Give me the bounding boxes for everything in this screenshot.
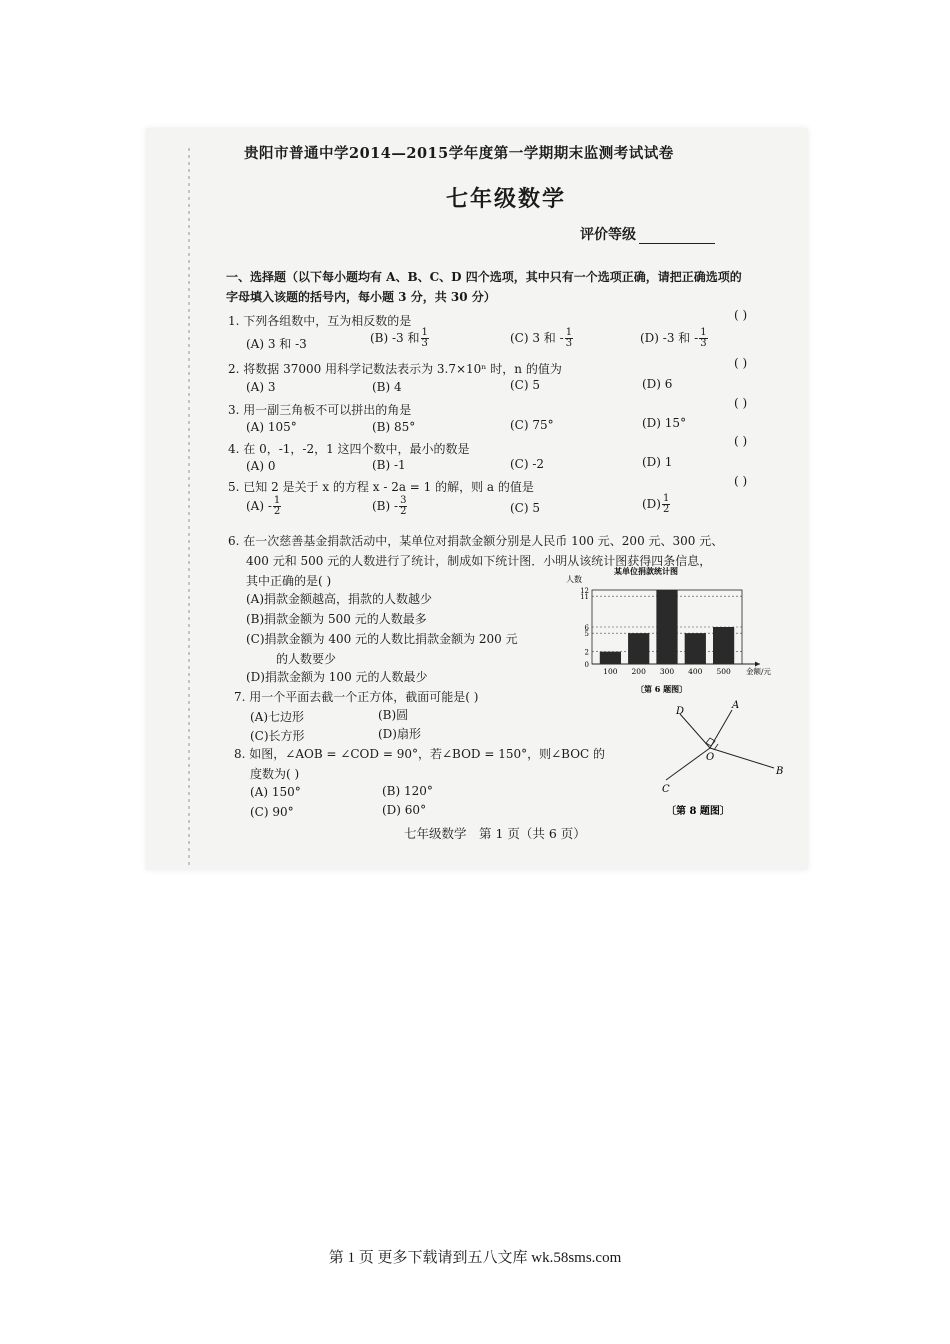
y-tick-label-2: 5 [584,630,589,639]
q6-option-b: (B)捐款金额为 500 元的人数最多 [246,612,427,626]
fraction-denominator: 3 [421,338,428,349]
q2-option-a: (A) 3 [246,380,276,394]
q6-line1: 6. 在一次慈善基金捐款活动中，某单位对捐款金额分别是人民币 100 元、200 元、300 元、 [228,534,724,548]
q5-option-d-text: (D) [642,497,661,511]
q7-option-a: (A)七边形 [250,710,305,724]
q5-option-d-fraction [662,494,670,515]
q5-answer-paren: ( ) [734,474,748,488]
q6-option-a: (A)捐款金额越高，捐款的人数越少 [246,592,433,606]
q1-option-b-fraction [421,328,429,349]
q6-line2: 400 元和 500 元的人数进行了统计，制成如下统计图．小明从该统计图获得四条信息， [246,554,712,568]
q4-option-b: (B) -1 [372,458,406,472]
bar-400 [685,633,706,664]
y-tick-label-1: 2 [584,648,589,657]
fraction-denominator: 2 [662,504,670,515]
chart-x-arrow [755,662,760,667]
q8-line2: 度数为( ) [250,767,300,781]
q3-option-d: (D) 15° [642,416,687,430]
q6-option-c-line2: 的人数要少 [276,652,337,666]
chart-xlabel: 金额/元 [746,667,772,676]
grade-blank [639,229,715,244]
q8-option-c: (C) 90° [250,805,294,819]
q1-option-c [510,328,574,349]
fraction-denominator: 2 [273,506,281,517]
fraction-denominator: 2 [400,506,407,517]
chart-ylabel: 人数 [566,575,582,584]
x-tick-label-100: 100 [603,667,618,676]
q1-answer-paren: ( ) [734,308,748,322]
q2-stem: 2. 将数据 37000 用科学记数法表示为 3.7×10ⁿ 时，n 的值为 [228,362,562,376]
q4-option-c: (C) -2 [510,457,545,471]
q3-option-c: (C) 75° [510,418,554,432]
fraction-numerator: 1 [273,495,281,506]
scan-page-footer: 七年级数学 第 1 页（共 6 页） [404,826,586,841]
q4-stem: 4. 在 0，-1，-2，1 这四个数中，最小的数是 [228,442,470,456]
q6-option-c-line1: (C)捐款金额为 400 元的人数比捐款金额为 200 元 [246,632,518,646]
q8-figure [646,696,806,816]
y-tick-label-4: 11 [580,593,589,602]
q7-option-d: (D)扇形 [378,727,421,741]
q5-option-a [246,496,282,517]
bar-500 [713,627,734,664]
section1-heading-line2: 字母填入该题的括号内，每小题 3 分，共 30 分） [226,290,496,304]
q5-option-b [372,496,408,517]
fraction-denominator: 3 [700,338,707,349]
y-tick-label-5: 12 [580,587,589,595]
label-d: D [676,706,685,717]
bar-300 [656,590,677,664]
angle-figure-svg [646,696,806,816]
q1-option-a: (A) 3 和 -3 [246,337,307,351]
fraction-denominator: 3 [565,338,573,349]
scanned-page [146,128,808,870]
q8-option-d: (D) 60° [382,803,427,817]
q1-option-c-text: (C) 3 和 - [510,331,564,345]
q8-line1: 8. 如图，∠AOB = ∠COD = 90°，若∠BOD = 150°，则∠BOC 的 [234,747,606,761]
q6-line3: 其中正确的是( ) [246,574,332,588]
fraction-numerator: 1 [662,493,670,504]
q5-option-a-text: (A) - [246,499,272,513]
ray-od [680,714,710,748]
q1-option-d-fraction [699,328,707,349]
grade-label: 评价等级 [580,227,636,243]
chart-title: 某单位捐款统计图 [614,566,678,576]
q3-option-a: (A) 105° [246,420,297,434]
q1-option-d [640,328,709,349]
ray-oa [710,710,732,748]
ray-oc [666,748,710,780]
x-tick-label-500: 500 [716,667,731,676]
chart-caption: 〔第 6 题图〕 [636,684,688,694]
q3-stem: 3. 用一副三角板不可以拼出的角是 [228,403,412,417]
q8-option-a: (A) 150° [250,785,301,799]
q7-option-b: (B)圆 [378,708,409,722]
right-angle-mark-2 [714,744,718,750]
label-o: O [706,752,715,763]
q5-option-b-text: (B) - [372,499,399,513]
y-tick-label-0: 0 [584,661,589,669]
fig8-caption: 〔第 8 题图〕 [666,806,730,816]
q6-option-d: (D)捐款金额为 100 元的人数最少 [246,670,428,684]
subject-title: 七年级数学 [446,186,567,212]
q1-stem: 1. 下列各组数中，互为相反数的是 [228,314,412,328]
x-tick-label-200: 200 [631,667,646,676]
bar-chart-svg [564,564,784,696]
q5-option-b-fraction [399,496,407,517]
q1-option-c-fraction [565,328,573,349]
q5-option-c: (C) 5 [510,501,540,515]
q1-option-b-text: (B) -3 和 [370,331,420,345]
q6-chart [564,564,784,696]
q3-option-b: (B) 85° [372,420,416,434]
q2-option-d: (D) 6 [642,377,673,391]
fraction-numerator: 3 [400,495,407,506]
label-a: A [732,700,740,711]
grade-field [580,224,715,244]
q1-option-b [370,328,430,349]
x-tick-label-300: 300 [659,667,675,676]
q2-answer-paren: ( ) [734,356,748,370]
fraction-numerator: 1 [565,327,573,338]
x-tick-label-400: 400 [688,667,703,676]
fraction-numerator: 1 [700,327,707,338]
ray-ob [710,748,774,768]
label-c: C [662,784,670,795]
q3-answer-paren: ( ) [734,396,748,410]
q7-stem: 7. 用一个平面去截一个正方体，截面可能是( ) [234,690,479,704]
q7-option-c: (C)长方形 [250,729,305,743]
y-tick-label-3: 6 [584,624,589,632]
fraction-numerator: 1 [421,327,428,338]
q4-option-d: (D) 1 [642,455,673,469]
bar-200 [628,633,649,664]
q1-option-d-text: (D) -3 和 - [640,331,699,345]
label-b: B [776,766,784,777]
q2-option-b: (B) 4 [372,380,402,394]
q5-option-d [642,494,671,515]
bar-100 [600,652,621,664]
q8-option-b: (B) 120° [382,784,433,798]
q2-option-c: (C) 5 [510,378,540,392]
q4-option-a: (A) 0 [246,459,276,473]
q5-stem: 5. 已知 2 是关于 x 的方程 x - 2a = 1 的解，则 a 的值是 [228,480,534,494]
q4-answer-paren: ( ) [734,434,748,448]
scan-edge-mark [188,148,190,868]
section1-heading-line1: 一、选择题（以下每小题均有 A、B、C、D 四个选项，其中只有一个选项正确，请把正确选项的 [226,270,742,284]
q5-option-a-fraction [273,496,281,517]
site-footer: 第 1 页 更多下载请到五八文库 wk.58sms.com [328,1250,622,1266]
exam-title: 贵阳市普通中学2014—2015学年度第一学期期末监测考试试卷 [244,145,674,162]
